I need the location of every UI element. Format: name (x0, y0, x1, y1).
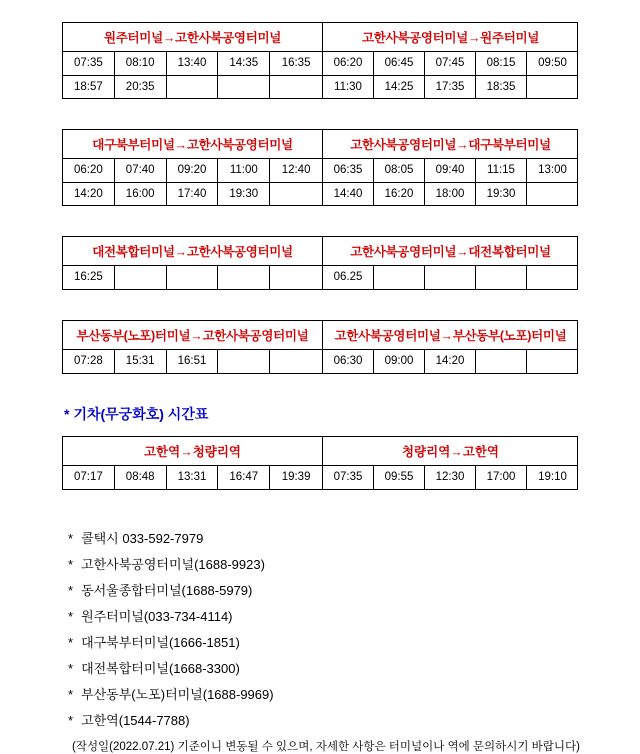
table-row (63, 159, 322, 182)
departure-time-cell (476, 266, 527, 289)
block-spacer (0, 290, 640, 320)
departure-time-cell (270, 266, 322, 289)
schedule-route-title: 고한사북공영터미널→원주터미널 (323, 23, 578, 52)
departure-time-cell: 18:57 (63, 75, 115, 98)
train-time-cell: 17:00 (476, 466, 527, 489)
departure-time-cell: 16:00 (115, 182, 167, 205)
list-item (68, 550, 578, 576)
schedule-rows (63, 350, 322, 373)
schedule-rows (63, 159, 322, 205)
departure-time-cell (527, 266, 578, 289)
schedule-half-left (63, 23, 323, 98)
schedule-route-title: 대전복합터미널→고한사북공영터미널 (63, 237, 322, 266)
table-row (63, 52, 322, 75)
departure-time-cell: 15:31 (115, 350, 167, 373)
table-row (63, 182, 322, 205)
bus-schedule-block (62, 129, 578, 206)
departure-time-cell: 07:40 (115, 159, 167, 182)
departure-time-cell: 06.25 (323, 266, 374, 289)
bus-schedule-block (62, 236, 578, 290)
asterisk-icon: * (68, 660, 74, 676)
departure-time-cell: 14:20 (63, 182, 115, 205)
departure-time-cell: 19:30 (218, 182, 270, 205)
asterisk-icon: * (68, 582, 74, 598)
table-row (323, 159, 578, 182)
departure-time-cell: 13:40 (167, 52, 219, 75)
train-section-heading-label: 기차(무궁화호) 시간표 (73, 406, 209, 422)
departure-time-cell: 14:35 (218, 52, 270, 75)
table-row (323, 52, 578, 75)
train-route-title: 고한역→청량리역 (63, 437, 322, 466)
schedule-half-right (323, 130, 578, 205)
departure-time-cell (218, 350, 270, 373)
departure-time-cell: 12:40 (281, 164, 311, 176)
departure-time-cell (270, 350, 322, 373)
train-time-cell: 19:39 (281, 471, 311, 483)
table-row (323, 182, 578, 205)
departure-time-cell: 11:30 (323, 75, 374, 98)
contact-label: 대전복합터미널(1668-3300) (81, 660, 240, 676)
departure-time-cell: 18:00 (425, 182, 476, 205)
table-row (323, 266, 578, 289)
departure-time-cell: 07:45 (425, 52, 476, 75)
schedule-route-title: 부산동부(노포)터미널→고한사북공영터미널 (63, 321, 322, 350)
train-half-left (63, 437, 323, 489)
contact-list (62, 524, 578, 732)
footnote-text: (작성일(2022.07.21) 기준이니 변동될 수 있으며, 자세한 사항은 터미널이나 역에 문의하시기 바랍니다) (72, 741, 580, 753)
schedule-rows (63, 266, 322, 289)
table-row (63, 466, 322, 489)
schedule-rows (323, 350, 578, 373)
departure-time-cell (527, 182, 578, 205)
departure-time-cell: 09:40 (425, 159, 476, 182)
block-spacer (0, 206, 640, 236)
schedule-route-title: 고한사북공영터미널→대구북부터미널 (323, 130, 578, 159)
schedule-half-left (63, 237, 323, 289)
departure-time-cell: 18:35 (476, 75, 527, 98)
asterisk-icon: * (68, 712, 74, 728)
departure-time-cell: 16:51 (167, 350, 219, 373)
asterisk-icon: * (68, 608, 74, 624)
schedule-half-left (63, 130, 323, 205)
departure-time-cell: 06:35 (323, 159, 374, 182)
schedule-half-right (323, 23, 578, 98)
bus-schedule-list (0, 22, 640, 374)
departure-time-cell: 06:20 (63, 159, 115, 182)
train-time-cell: 19:10 (538, 471, 567, 483)
train-time-cell: 08:48 (115, 466, 167, 489)
departure-time-cell (115, 266, 167, 289)
departure-time-cell: 16:20 (374, 182, 425, 205)
departure-time-cell (218, 75, 270, 98)
departure-time-cell: 16:25 (63, 266, 115, 289)
departure-time-cell (270, 182, 322, 205)
departure-time-cell (374, 266, 425, 289)
top-spacer (0, 0, 640, 22)
departure-time-cell (167, 266, 219, 289)
departure-time-cell: 17:40 (167, 182, 219, 205)
departure-time-cell (476, 350, 527, 373)
departure-time-cell (527, 75, 578, 98)
departure-time-cell: 16:35 (281, 57, 311, 69)
list-item (68, 680, 578, 706)
schedule-route-title: 고한사북공영터미널→부산동부(노포)터미널 (323, 321, 578, 350)
list-item (68, 706, 578, 732)
train-section-spacer (0, 374, 640, 404)
train-time-cell: 16:47 (218, 466, 270, 489)
train-time-cell: 07:17 (63, 466, 115, 489)
departure-time-cell: 06:30 (323, 350, 374, 373)
asterisk-icon: * (68, 530, 74, 546)
contact-label: 고한사북공영터미널(1688-9923) (81, 556, 265, 572)
table-row (323, 75, 578, 98)
schedule-rows (323, 266, 578, 289)
departure-time-cell: 09:00 (374, 350, 425, 373)
departure-time-cell (527, 350, 578, 373)
train-time-cell: 13:31 (167, 466, 219, 489)
schedule-rows (63, 52, 322, 98)
train-half-right (323, 437, 578, 489)
train-schedule-block (0, 436, 640, 490)
bus-schedule-block (62, 22, 578, 99)
departure-time-cell: 08:10 (115, 52, 167, 75)
schedule-half-right (323, 237, 578, 289)
contact-label: 고한역(1544-7788) (81, 712, 190, 728)
contact-label: 부산동부(노포)터미널(1688-9969) (81, 686, 274, 702)
departure-time-cell (425, 266, 476, 289)
train-time-cell: 12:30 (425, 466, 476, 489)
bus-schedule-block (62, 320, 578, 374)
contact-label: 원주터미널(033-734-4114) (81, 608, 233, 624)
list-item (68, 602, 578, 628)
departure-time-cell (270, 75, 322, 98)
block-spacer (0, 99, 640, 129)
departure-time-cell: 19:30 (476, 182, 527, 205)
list-item (68, 654, 578, 680)
departure-time-cell (218, 266, 270, 289)
departure-time-cell: 13:00 (538, 164, 567, 176)
train-section-heading (62, 404, 578, 424)
departure-time-cell: 14:25 (374, 75, 425, 98)
train-time-cell: 07:35 (323, 466, 374, 489)
table-row (63, 266, 322, 289)
departure-time-cell: 09:50 (538, 57, 567, 69)
departure-time-cell: 17:35 (425, 75, 476, 98)
list-item (68, 524, 578, 550)
departure-time-cell: 06:20 (323, 52, 374, 75)
train-schedule-table (62, 436, 578, 490)
schedule-route-title: 고한사북공영터미널→대전복합터미널 (323, 237, 578, 266)
departure-time-cell: 09:20 (167, 159, 219, 182)
table-row (323, 466, 578, 489)
contact-label: 콜택시 033-592-7979 (81, 530, 204, 546)
departure-time-cell: 06:45 (374, 52, 425, 75)
departure-time-cell: 07:28 (63, 350, 115, 373)
departure-time-cell (167, 75, 219, 98)
table-row (63, 350, 322, 373)
departure-time-cell: 20:35 (115, 75, 167, 98)
departure-time-cell: 08:15 (476, 52, 527, 75)
list-item (68, 576, 578, 602)
departure-time-cell: 11:15 (476, 159, 527, 182)
schedule-half-left (63, 321, 323, 373)
train-route-title: 청량리역→고한역 (323, 437, 578, 466)
asterisk-icon: * (64, 406, 70, 422)
table-row (323, 350, 578, 373)
asterisk-icon: * (68, 686, 74, 702)
list-item (68, 628, 578, 654)
asterisk-icon: * (68, 634, 74, 650)
asterisk-icon: * (68, 556, 74, 572)
schedule-route-title: 대구북부터미널→고한사북공영터미널 (63, 130, 322, 159)
departure-time-cell: 14:40 (323, 182, 374, 205)
departure-time-cell: 08:05 (374, 159, 425, 182)
departure-time-cell: 14:20 (425, 350, 476, 373)
table-row (63, 75, 322, 98)
train-time-cell: 09:55 (374, 466, 425, 489)
schedule-route-title: 원주터미널→고한사북공영터미널 (63, 23, 322, 52)
schedule-rows (323, 159, 578, 205)
schedule-half-right (323, 321, 578, 373)
departure-time-cell: 07:35 (63, 52, 115, 75)
schedule-rows (323, 52, 578, 98)
departure-time-cell: 11:00 (218, 159, 270, 182)
contact-label: 동서울종합터미널(1688-5979) (81, 582, 253, 598)
contact-label: 대구북부터미널(1666-1851) (81, 634, 240, 650)
